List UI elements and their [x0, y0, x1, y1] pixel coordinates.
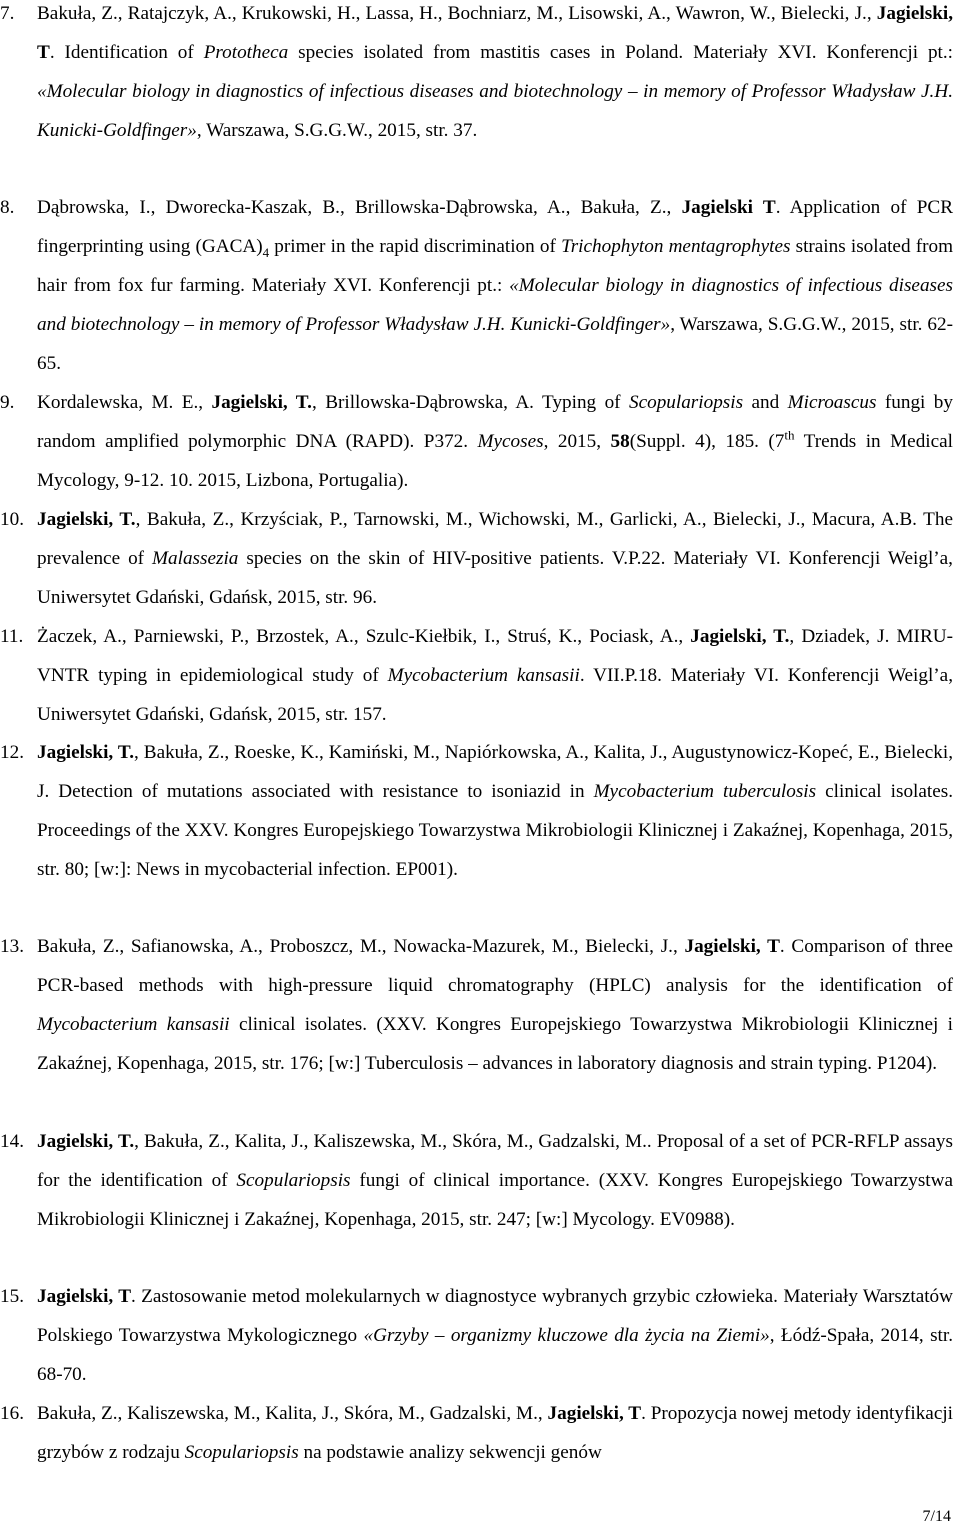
reference-7 [0, 0, 960, 150]
reference-number: 12. [0, 742, 24, 763]
italic-text: Scopulariopsis [628, 392, 744, 413]
reference-segment: primer in the rapid discrimination of [269, 236, 562, 257]
italic-text: Mycobacterium kansasii [387, 665, 580, 686]
reference-number: 14. [0, 1131, 24, 1152]
author-highlight: 58 [610, 431, 630, 452]
author-highlight: Jagielski, T. [211, 392, 312, 413]
reference-number: 15. [0, 1286, 24, 1307]
reference-segment: , 2015, [543, 431, 611, 452]
reference-segment: . Zastosowanie metod molekularnych w diagnostyce wybranych grzybic człowieka. Materiały Warsztatów Polskiego Towarzystwa Mykologicznego [37, 1286, 953, 1346]
reference-number: 7. [0, 3, 15, 24]
reference-segment: clinical isolates. (XXV. Kongres Europejskiego Towarzystwa Mikrobiologii Klinicznej i Zakaźnej, Kopenhaga, 2015, str. 176; [w:] Tuberculosis – advances in laboratory diagnosis and strain typing. P1204). [37, 1014, 953, 1074]
reference-segment: Kordalewska, M. E., [37, 392, 212, 413]
reference-15 [0, 1277, 960, 1394]
reference-segment: and [743, 392, 788, 413]
reference-9 [0, 383, 960, 500]
author-highlight: Jagielski, T [684, 936, 780, 957]
reference-segment: . Identification of [49, 42, 204, 63]
reference-segment: 4 [262, 244, 270, 260]
reference-number: 16. [0, 1403, 24, 1424]
reference-segment: clinical isolates. Proceedings of the XXV. Kongres Europejskiego Towarzystwa Mikrobiologii Klinicznej i Zakaźnej, Kopenhaga, 2015, str. 80; [w:]: News in mycobacterial infection. EP001). [37, 781, 953, 880]
reference-text [37, 617, 953, 734]
reference-segment: Bakuła, Z., Ratajczyk, A., Krukowski, H., Lassa, H., Bochniarz, M., Lisowski, A., Wawron, W., Bielecki, J., [37, 3, 877, 24]
italic-text: Microascus [787, 392, 877, 413]
author-highlight: Jagielski, T. [690, 626, 790, 647]
reference-14 [0, 1122, 960, 1239]
reference-segment: Trends in Medical Mycology, 9-12. 10. 2015, Lizbona, Portugalia). [37, 431, 953, 491]
reference-text [37, 733, 953, 889]
italic-text: Scopulariopsis [184, 1442, 299, 1463]
reference-segment: , Warszawa, S.G.G.W., 2015, str. 62-65. [37, 314, 953, 374]
reference-text [37, 1122, 953, 1239]
reference-segment: species on the skin of HIV-positive patients. V.P.22. Materiały VI. Konferencji Weigl’a, Uniwersytet Gdański, Gdańsk, 2015, str. 96. [37, 548, 953, 608]
reference-segment: fungi of clinical importance. (XXV. Kongres Europejskiego Towarzystwa Mikrobiologii Klinicznej i Zakaźnej, Kopenhaga, 2015, str. 247; [w:] Mycology. EV0988). [37, 1170, 953, 1230]
reference-segment: , Bakuła, Z., Roeske, K., Kamiński, M., Napiórkowska, A., Kalita, J., Augustynowicz-Kopeć, E., Bielecki, J. Detection of mutations associated with resistance to isoniazid in [37, 742, 953, 802]
author-highlight: Jagielski, T. [37, 1131, 135, 1152]
reference-segment: strains isolated from hair from fox fur farming. Materiały XVI. Konferencji pt.: [37, 236, 954, 296]
reference-segment: , Łódź-Spała, 2014, str. 68-70. [37, 1325, 953, 1385]
italic-text: Prototheca [203, 42, 289, 63]
reference-segment: , Bakuła, Z., Kalita, J., Kaliszewska, M., Skóra, M., Gadzalski, M.. Proposal of a set of PCR-RFLP assays for the identification of [37, 1131, 953, 1191]
italic-text: Scopulariopsis [236, 1170, 351, 1191]
italic-text: Trichophyton mentagrophytes [561, 236, 791, 257]
reference-segment: . Propozycja nowej metody identyfikacji grzybów z rodzaju [37, 1403, 953, 1463]
reference-segment: fungi by random amplified polymorphic DNA (RAPD). P372. [37, 392, 953, 452]
reference-16 [0, 1394, 960, 1472]
reference-segment: th [784, 427, 795, 443]
reference-number: 11. [0, 626, 24, 647]
reference-segment: (Suppl. 4), 185. (7 [629, 431, 785, 452]
reference-segment: . Comparison of three PCR-based methods with high-pressure liquid chromatography (HPLC) analysis for the identification of [37, 936, 953, 996]
page-number: 7/14 [922, 1508, 951, 1525]
author-highlight: Jagielski T [681, 197, 776, 218]
italic-text: Mycobacterium kansasii [37, 1014, 230, 1035]
reference-number: 8. [0, 197, 15, 218]
author-highlight: Jagielski, T. [37, 509, 136, 530]
italic-text: Mycoses [477, 431, 544, 452]
italic-text: «Molecular biology in diagnostics of infectious diseases and biotechnology – in memory of Professor Władysław J.H. Kunicki-Goldfinger» [37, 275, 953, 335]
reference-segment: Bakuła, Z., Safianowska, A., Proboszcz, M., Nowacka-Mazurek, M., Bielecki, J., [37, 936, 685, 957]
reference-segment: , Bakuła, Z., Krzyściak, P., Tarnowski, M., Wichowski, M., Garlicki, A., Bielecki, J., Macura, A.B. The prevalence of [37, 509, 953, 569]
reference-text [37, 927, 953, 1083]
italic-text: «Molecular biology in diagnostics of infectious diseases and biotechnology – in memory of Professor Władysław J.H. Kunicki-Goldfinger» [37, 81, 953, 141]
reference-13 [0, 927, 960, 1083]
italic-text: Malassezia [152, 548, 239, 569]
reference-segment: species isolated from mastitis cases in Poland. Materiały XVI. Konferencji pt.: [288, 42, 953, 63]
author-highlight: Jagielski, T [37, 1286, 132, 1307]
italic-text: «Grzyby – organizmy kluczowe dla życia na Ziemi» [363, 1325, 770, 1346]
reference-segment: . Application of PCR fingerprinting using (GACA) [37, 197, 953, 257]
reference-segment: , Warszawa, S.G.G.W., 2015, str. 37. [196, 120, 478, 141]
reference-text [37, 383, 953, 500]
author-highlight: Jagielski, T [37, 3, 953, 63]
reference-segment: , Brillowska-Dąbrowska, A. Typing of [311, 392, 629, 413]
reference-text [37, 0, 953, 150]
author-highlight: Jagielski, T. [37, 742, 135, 763]
reference-text [37, 188, 953, 383]
reference-11 [0, 617, 960, 734]
author-highlight: Jagielski, T [547, 1403, 642, 1424]
reference-number: 13. [0, 936, 24, 957]
reference-number: 9. [0, 392, 15, 413]
reference-text [37, 1394, 953, 1472]
reference-segment: Bakuła, Z., Kaliszewska, M., Kalita, J., Skóra, M., Gadzalski, M., [37, 1403, 548, 1424]
reference-8 [0, 188, 960, 383]
reference-12 [0, 733, 960, 889]
reference-segment: . VII.P.18. Materiały VI. Konferencji Weigl’a, Uniwersytet Gdański, Gdańsk, 2015, str. 157. [37, 665, 953, 725]
reference-segment: na podstawie analizy sekwencji genów [298, 1442, 602, 1463]
reference-10 [0, 500, 960, 617]
reference-segment: Żaczek, A., Parniewski, P., Brzostek, A., Szulc-Kiełbik, I., Struś, K., Pociask, A., [37, 626, 691, 647]
reference-segment: Dąbrowska, I., Dworecka-Kaszak, B., Brillowska-Dąbrowska, A., Bakuła, Z., [37, 197, 682, 218]
reference-text [37, 500, 953, 617]
italic-text: Mycobacterium tuberculosis [593, 781, 817, 802]
reference-segment: , Dziadek, J. MIRU-VNTR typing in epidemiological study of [37, 626, 953, 686]
reference-number: 10. [0, 509, 24, 530]
reference-text [37, 1277, 953, 1394]
